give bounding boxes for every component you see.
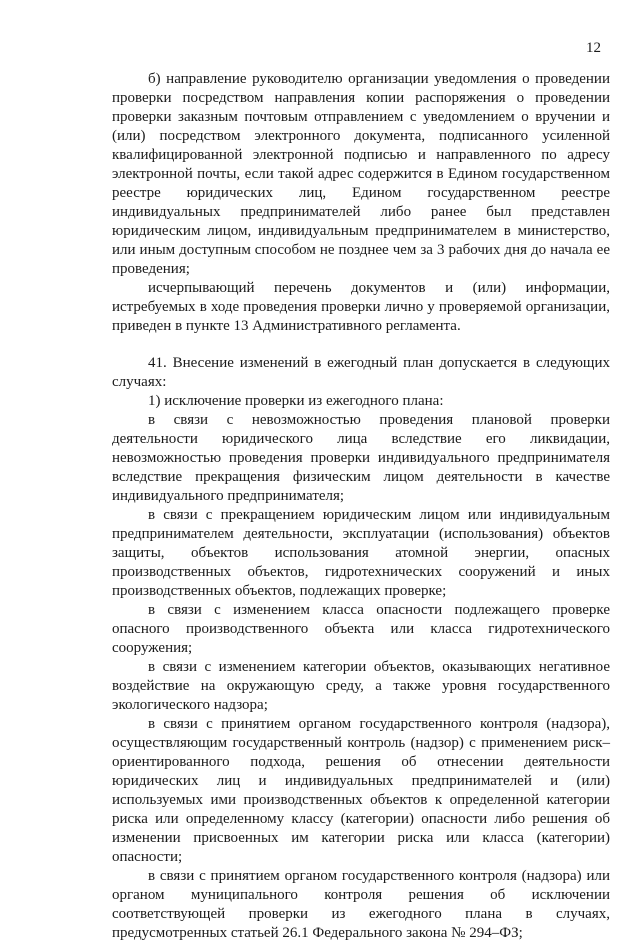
paragraph-section-41: 41. Внесение изменений в ежегодный план допускается в следующих случаях: <box>112 355 610 390</box>
paragraph-object-category: в связи с изменением категории объектов, оказывающих негативное воздействие на окружающую среду, а также уровня государственного экологического надзора; <box>112 659 610 713</box>
paragraph-exclusion-decision: в связи с принятием органом государственного контроля (надзора) или органом муниципального контроля решения об исключении соответствующей проверки из ежегодного плана в случаях, предусмотренных статьей 26.1 Федерального закона № 294–ФЗ; <box>112 868 610 941</box>
paragraph-risk-category: в связи с принятием органом государственного контроля (надзора), осуществляющим государственный контроль (надзор) с применением риск–ориентированного подхода, решения об отнесении деятельности юридических лиц и индивидуальных предпринимателей и (или) используемых ими производственных объектов к определенной категории риска или определенному классу (категории) опасности либо решения об изменении присвоенных им категории риска или класса (категории) опасности; <box>112 716 610 865</box>
paragraph-liquidation: в связи с невозможностью проведения плановой проверки деятельности юридического лица вследствие его ликвидации, невозможностью проведения проверки индивидуального предпринимателя вследствие прекращения физическим лицом деятельности в качестве индивидуального предпринимателя; <box>112 412 610 504</box>
paragraph-termination: в связи с прекращением юридическим лицом или индивидуальным предпринимателем деятельности, эксплуатации (использования) объектов защиты, объектов использования атомной энергии, опасных производственных объектов, гидротехнических сооружений и иных производственных объектов, подлежащих проверке; <box>112 507 610 599</box>
paragraph-documents-list: исчерпывающий перечень документов и (или) информации, истребуемых в ходе проведения проверки лично у проверяемой организации, приведен в пункте 13 Административного регламента. <box>112 280 610 334</box>
paragraph-hazard-class: в связи с изменением класса опасности подлежащего проверке опасного производственного объекта или класса гидротехнического сооружения; <box>112 602 610 656</box>
paragraph-item-1: 1) исключение проверки из ежегодного плана: <box>148 393 444 409</box>
page-number: 12 <box>586 40 601 56</box>
document-body <box>112 70 610 943</box>
paragraph-notification: б) направление руководителю организации уведомления о проведении проверки посредством направления копии распоряжения о проведении проверки заказным почтовым отправлением с уведомлением о вручении и (или) посредством электронного документа, подписанного усиленной квалифицированной электронной подписью и направленного по адресу электронной почты, если такой адрес содержится в Едином государственном реестре юридических лиц, Едином государственном реестре индивидуальных предпринимателей либо ранее был представлен юридическим лицом, индивидуальным предпринимателем в министерство, или иным доступным способом не позднее чем за 3 рабочих дня до начала ее проведения; <box>112 71 610 277</box>
